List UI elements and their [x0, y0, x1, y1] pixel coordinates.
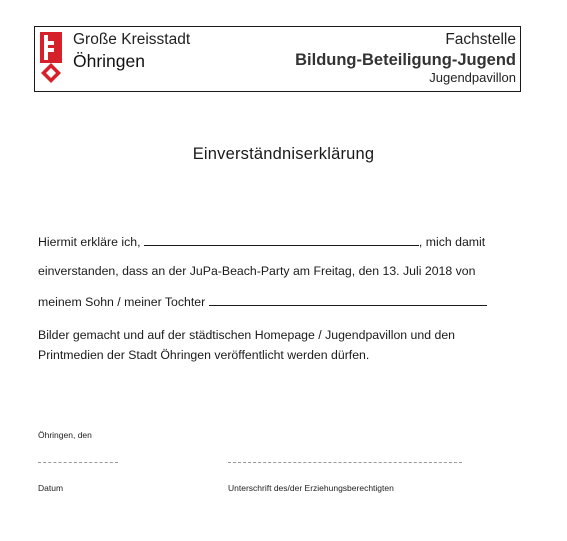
- consent-line-4: Bilder gemacht und auf der städtischen Homepage / Jugendpavillon und den Printmedien der Stadt Öhringen veröffentlicht werden dürfen.: [38, 328, 456, 362]
- org-line-2: Öhringen: [73, 50, 145, 71]
- signature-label: Unterschrift des/der Erziehungsberechtigten: [228, 483, 394, 493]
- date-blank-field[interactable]: [38, 462, 118, 463]
- date-label: Datum: [38, 483, 64, 493]
- dept-line-1: Fachstelle: [445, 31, 516, 48]
- consent-line-3: [38, 294, 487, 309]
- name-blank-field[interactable]: [144, 234, 419, 246]
- consent-line-1-end: , mich damit: [418, 235, 486, 249]
- consent-line-1: [38, 234, 485, 249]
- organization-name: [73, 31, 190, 72]
- consent-line-1-start: Hiermit erkläre ich,: [38, 235, 144, 249]
- org-line-1: Große Kreisstadt: [73, 31, 191, 48]
- place-date-label: Öhringen, den: [38, 430, 92, 440]
- consent-line-3-start: meinem Sohn / meiner Tochter: [38, 295, 209, 309]
- signature-blank-field[interactable]: [228, 462, 462, 463]
- department-name: [295, 31, 516, 86]
- child-name-blank-field[interactable]: [209, 294, 487, 306]
- dept-line-3: Jugendpavillon: [429, 70, 516, 86]
- dept-line-2: Bildung-Beteiligung-Jugend: [295, 50, 516, 69]
- consent-line-2: einverstanden, dass an der JuPa-Beach-Party am Freitag, den 13. Juli 2018 von: [38, 264, 476, 278]
- letterhead: [34, 26, 521, 92]
- city-key-logo-icon: [40, 32, 62, 86]
- document-title: Einverständniserklärung: [192, 145, 375, 163]
